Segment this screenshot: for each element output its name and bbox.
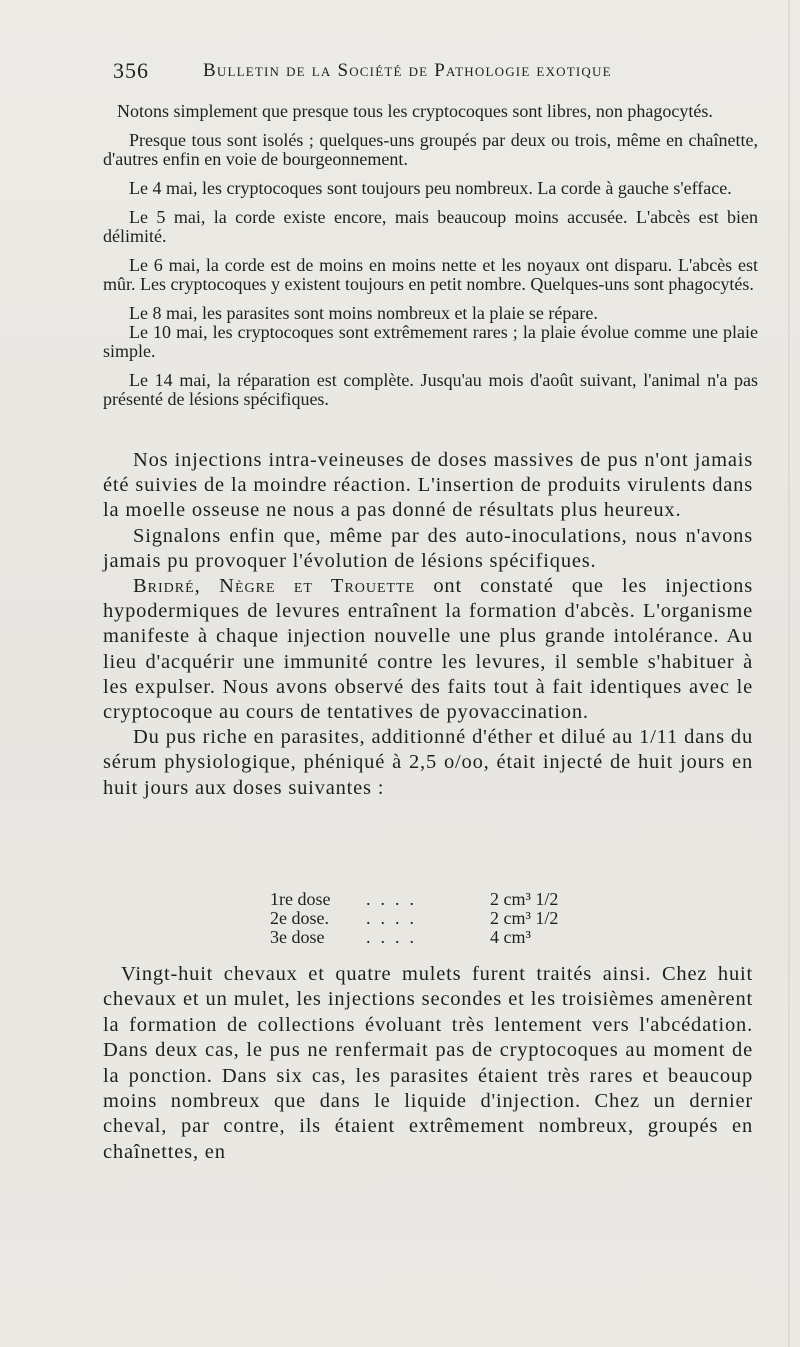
observation-paragraph: Le 8 mai, les parasites sont moins nombreux et la plaie se répare.: [129, 303, 598, 323]
page-number: 356: [113, 58, 149, 83]
dose-amount: 4 cm³: [490, 927, 531, 947]
page-edge-shadow: [788, 0, 790, 1347]
dose-label: 1re dose: [270, 889, 331, 909]
dose-row: [270, 909, 610, 928]
observation-paragraph: Notons simplement que presque tous les cryptocoques sont libres, non phagocytés.: [117, 101, 713, 121]
running-title: Bulletin de la Société de Pathologie exotique: [203, 60, 612, 81]
dose-leader: ....: [366, 889, 424, 909]
author-names: Bridré, Nègre et Trouette: [133, 575, 416, 598]
dose-leader: ....: [366, 908, 424, 928]
dose-amount: 2 cm³ 1/2: [490, 889, 559, 909]
page-header: [113, 58, 753, 92]
observation-paragraph: Le 10 mai, les cryptocoques sont extrêmement rares ; la plaie évolue comme une plaie simple.: [103, 322, 758, 361]
dose-row: [270, 890, 610, 909]
dose-label: 3e dose: [270, 927, 325, 947]
observation-paragraph: Le 6 mai, la corde est de moins en moins nette et les noyaux ont disparu. L'abcès est mûr. Les cryptocoques y existent toujours en petit nombre. Quelques-uns sont phagocytés.: [103, 255, 758, 294]
case-observations: [103, 102, 758, 419]
body-text: [103, 448, 753, 801]
body-text-continued: [103, 962, 753, 1165]
body-paragraph: Vingt-huit chevaux et quatre mulets furent traités ainsi. Chez huit chevaux et un mulet, les injections secondes et les troisièmes amenèrent la formation de collections évoluant très lentement vers l'abcédation. Dans deux cas, le pus ne renfermait pas de cryptocoques au moment de la ponction. Dans six cas, les parasites étaient très rares et beaucoup moins nombreux que dans le liquide d'injection. Chez un dernier cheval, par contre, ils étaient extrêmement nombreux, groupés en chaînettes, en: [103, 963, 753, 1163]
observation-paragraph: Le 5 mai, la corde existe encore, mais beaucoup moins accusée. L'abcès est bien délimité.: [103, 207, 758, 246]
dose-label: 2e dose.: [270, 908, 329, 928]
body-paragraph: Signalons enfin que, même par des auto-inoculations, nous n'avons jamais pu provoquer l'évolution de lésions spécifiques.: [103, 524, 753, 572]
dose-table: [270, 890, 610, 947]
body-paragraph: [103, 574, 753, 725]
dose-leader: ....: [366, 927, 424, 947]
observation-paragraph: Presque tous sont isolés ; quelques-uns groupés par deux ou trois, même en chaînette, d'autres enfin en voie de bourgeonnement.: [103, 130, 758, 169]
dose-amount: 2 cm³ 1/2: [490, 908, 559, 928]
dose-row: [270, 928, 610, 947]
observation-paragraph: Le 4 mai, les cryptocoques sont toujours peu nombreux. La corde à gauche s'efface.: [129, 178, 732, 198]
observation-paragraph: Le 14 mai, la réparation est complète. Jusqu'au mois d'août suivant, l'animal n'a pas présenté de lésions spécifiques.: [103, 370, 758, 409]
body-paragraph: Nos injections intra-veineuses de doses massives de pus n'ont jamais été suivies de la moindre réaction. L'insertion de produits virulents dans la moelle osseuse ne nous a pas donné de résultats plus heureux.: [103, 449, 753, 522]
body-paragraph: Du pus riche en parasites, additionné d'éther et dilué au 1/11 dans du sérum physiologique, phéniqué à 2,5 o/oo, était injecté de huit jours en huit jours aux doses suivantes :: [103, 726, 753, 799]
body-paragraph-text: ont constaté que les injections hypodermiques de levures entraînent la formation d'abcès. L'organisme manifeste à chaque injection nouvelle une plus grande intolérance. Au lieu d'acquérir une immunité contre les levures, il semble s'habituer à les expulser. Nous avons observé des faits tout à fait identiques avec le cryptocoque au cours de tentatives de pyovaccination.: [103, 575, 753, 724]
